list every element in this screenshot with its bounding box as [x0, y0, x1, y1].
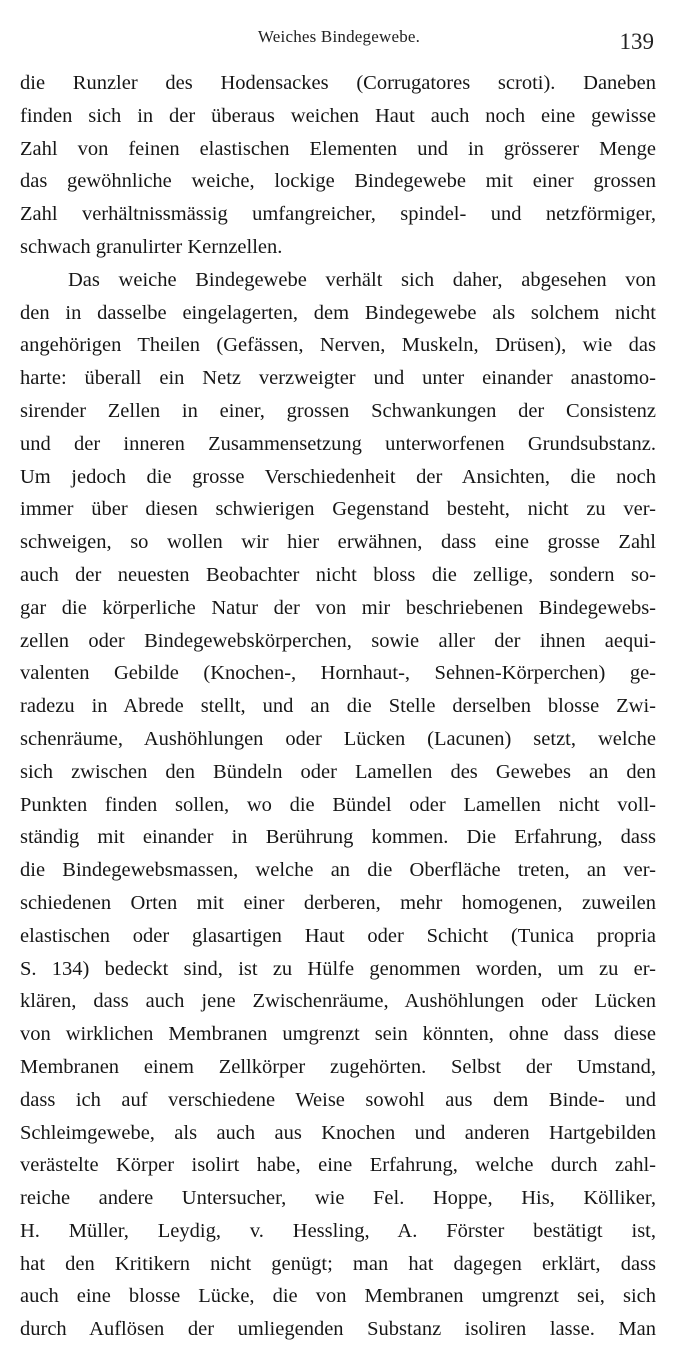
text-line: das gewöhnliche weiche, lockige Bindegewebe mit einer grossen	[20, 170, 656, 193]
text-line: Membranen einem Zellkörper zugehörten. Selbst der Umstand,	[20, 1055, 656, 1078]
text-line: durch Auflösen der umliegenden Substanz isoliren lasse. Man	[20, 1318, 656, 1341]
text-line: sich zwischen den Bündeln oder Lamellen des Gewebes an den	[20, 760, 656, 783]
text-line: valenten Gebilde (Knochen-, Hornhaut-, Sehnen-Körperchen) ge-	[20, 662, 656, 685]
text-line: Das weiche Bindegewebe verhält sich daher, abgesehen von	[68, 268, 656, 291]
text-line: reiche andere Untersucher, wie Fel. Hoppe, His, Kölliker,	[20, 1187, 656, 1210]
text-line: hat den Kritikern nicht genügt; man hat dagegen erklärt, dass	[20, 1252, 656, 1275]
text-line: Schleimgewebe, als auch aus Knochen und anderen Hartgebilden	[20, 1121, 656, 1144]
text-line: schiedenen Orten mit einer derberen, mehr homogenen, zuweilen	[20, 891, 656, 914]
text-line: und der inneren Zusammensetzung unterworfenen Grundsubstanz.	[20, 432, 656, 455]
text-line: den in dasselbe eingelagerten, dem Bindegewebe als solchem nicht	[20, 301, 656, 324]
running-header	[0, 24, 678, 54]
text-line: elastischen oder glasartigen Haut oder Schicht (Tunica propria	[20, 924, 656, 947]
text-line: dass ich auf verschiedene Weise sowohl aus dem Binde- und	[20, 1088, 656, 1111]
text-line: Um jedoch die grosse Verschiedenheit der Ansichten, die noch	[20, 465, 656, 488]
page-number: 139	[619, 29, 654, 54]
text-line: von wirklichen Membranen umgrenzt sein könnten, ohne dass diese	[20, 1023, 656, 1046]
text-line: zellen oder Bindegewebskörperchen, sowie aller der ihnen aequi-	[20, 629, 656, 652]
text-line: Zahl von feinen elastischen Elementen und in grösserer Menge	[20, 137, 656, 160]
text-line: finden sich in der überaus weichen Haut auch noch eine gewisse	[20, 104, 656, 127]
text-line: S. 134) bedeckt sind, ist zu Hülfe genommen worden, um zu er-	[20, 957, 656, 980]
text-line: ständig mit einander in Berührung kommen. Die Erfahrung, dass	[20, 826, 656, 849]
text-line: schenräume, Aushöhlungen oder Lücken (Lacunen) setzt, welche	[20, 727, 656, 750]
text-line: Punkten finden sollen, wo die Bündel oder Lamellen nicht voll-	[20, 793, 656, 816]
text-line: verästelte Körper isolirt habe, eine Erfahrung, welche durch zahl-	[20, 1154, 656, 1177]
text-line: immer über diesen schwierigen Gegenstand besteht, nicht zu ver-	[20, 498, 656, 521]
text-line: auch eine blosse Lücke, die von Membranen umgrenzt sei, sich	[20, 1285, 656, 1308]
text-line: auch der neuesten Beobachter nicht bloss die zellige, sondern so-	[20, 563, 656, 586]
text-line: harte: überall ein Netz verzweigter und unter einander anastomo-	[20, 367, 656, 390]
text-line: gar die körperliche Natur der von mir beschriebenen Bindegewebs-	[20, 596, 656, 619]
text-line: sirender Zellen in einer, grossen Schwankungen der Consistenz	[20, 399, 656, 422]
text-line: H. Müller, Leydig, v. Hessling, A. Förster bestätigt ist,	[20, 1219, 656, 1242]
text-line: schweigen, so wollen wir hier erwähnen, dass eine grosse Zahl	[20, 531, 656, 554]
text-line: die Bindegewebsmassen, welche an die Oberfläche treten, an ver-	[20, 859, 656, 882]
running-title: Weiches Bindegewebe.	[257, 27, 421, 46]
text-line: angehörigen Theilen (Gefässen, Nerven, Muskeln, Drüsen), wie das	[20, 334, 656, 357]
text-line: radezu in Abrede stellt, und an die Stelle derselben blosse Zwi-	[20, 695, 656, 718]
text-line: schwach granulirter Kernzellen.	[20, 235, 283, 258]
body-text	[20, 67, 656, 1346]
text-line: klären, dass auch jene Zwischenräume, Aushöhlungen oder Lücken	[20, 990, 656, 1013]
text-line: die Runzler des Hodensackes (Corrugatores scroti). Daneben	[20, 72, 656, 94]
text-line: Zahl verhältnissmässig umfangreicher, spindel- und netzförmiger,	[20, 203, 656, 226]
